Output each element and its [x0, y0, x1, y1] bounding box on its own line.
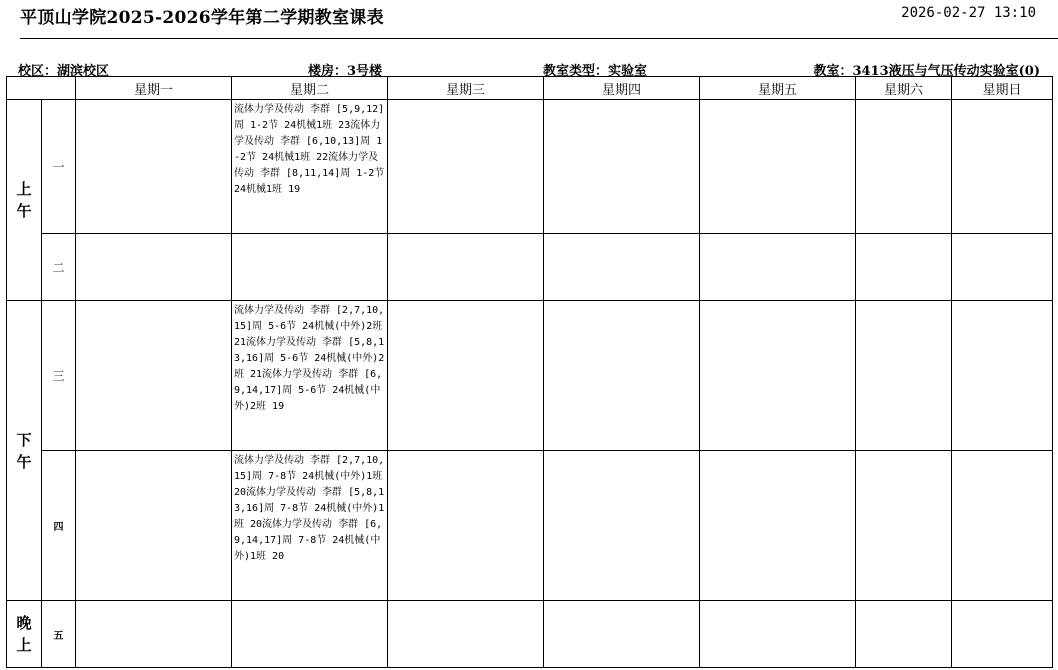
cell-p1-mon [76, 100, 232, 234]
cell-p3-mon [76, 301, 232, 451]
cell-p3-wed [388, 301, 544, 451]
cell-p4-fri [700, 451, 856, 601]
morning-label: 上 午 [7, 100, 42, 301]
timetable [6, 76, 1053, 668]
cell-p4-tue[interactable] [232, 451, 388, 601]
course-entry: 流体力学及传动 李群 [2,7,10,15]周 5-6节 24机械(中外)2班 21流体力学及传动 李群 [5,8,13,16]周 5-6节 24机械(中外)2班 21流体力学及传动 李群 [6,9,14,17]周 5-6节 24机械(中外)2班 19 [234, 305, 385, 412]
header-divider [20, 38, 1058, 39]
day-header-sun: 星期日 [952, 77, 1053, 100]
day-header-fri: 星期五 [700, 77, 856, 100]
cell-p3-sat [856, 301, 952, 451]
period-label-1: 一 [42, 100, 76, 234]
day-header-mon: 星期一 [76, 77, 232, 100]
cell-p2-thu [544, 234, 700, 301]
cell-p1-fri [700, 100, 856, 234]
cell-p1-wed [388, 100, 544, 234]
cell-p5-thu [544, 601, 700, 668]
cell-p4-sat [856, 451, 952, 601]
print-timestamp: 2026-02-27 13:10 [901, 5, 1036, 21]
room-type-info: 教室类型：实验室 [543, 64, 648, 79]
period-label-3: 三 [42, 301, 76, 451]
evening-label: 晚 上 [7, 601, 42, 668]
cell-p3-sun [952, 301, 1053, 451]
course-entry: 流体力学及传动 李群 [2,7,10,15]周 7-8节 24机械(中外)1班 20流体力学及传动 李群 [5,8,13,16]周 7-8节 24机械(中外)1班 20流体力学及传动 李群 [6,9,14,17]周 7-8节 24机械(中外)1班 20 [234, 455, 385, 562]
cell-p5-mon [76, 601, 232, 668]
cell-p5-wed [388, 601, 544, 668]
cell-p2-fri [700, 234, 856, 301]
cell-p5-sun [952, 601, 1053, 668]
cell-p5-fri [700, 601, 856, 668]
period-row-3 [7, 301, 1053, 451]
page-title: 平顶山学院2025-2026学年第二学期教室课表 [20, 8, 384, 28]
cell-p3-fri [700, 301, 856, 451]
campus-info: 校区：湖滨校区 [18, 64, 110, 79]
corner-cell [7, 77, 76, 100]
cell-p1-tue[interactable] [232, 100, 388, 234]
cell-p1-thu [544, 100, 700, 234]
period-label-2: 二 [42, 234, 76, 301]
cell-p4-thu [544, 451, 700, 601]
course-entry: 流体力学及传动 李群 [5,9,12]周 1-2节 24机械1班 23流体力学及传动 李群 [6,10,13]周 1-2节 24机械1班 22流体力学及传动 李群 [8,11,14]周 1-2节 24机械1班 19 [234, 104, 385, 195]
cell-p4-sun [952, 451, 1053, 601]
cell-p4-mon [76, 451, 232, 601]
cell-p5-tue [232, 601, 388, 668]
day-header-thu: 星期四 [544, 77, 700, 100]
period-label-5: 五 [42, 601, 76, 668]
cell-p2-mon [76, 234, 232, 301]
period-row-5 [7, 601, 1053, 668]
cell-p2-sun [952, 234, 1053, 301]
cell-p2-wed [388, 234, 544, 301]
cell-p4-wed [388, 451, 544, 601]
day-header-tue: 星期二 [232, 77, 388, 100]
room-info: 教室：3413液压与气压传动实验室(0) [813, 64, 1040, 79]
building-info: 楼房：3号楼 [308, 64, 383, 79]
cell-p3-tue[interactable] [232, 301, 388, 451]
cell-p1-sun [952, 100, 1053, 234]
cell-p1-sat [856, 100, 952, 234]
cell-p2-sat [856, 234, 952, 301]
cell-p3-thu [544, 301, 700, 451]
afternoon-label: 下 午 [7, 301, 42, 601]
day-header-wed: 星期三 [388, 77, 544, 100]
period-row-4 [7, 451, 1053, 601]
period-label-4: 四 [42, 451, 76, 601]
cell-p2-tue [232, 234, 388, 301]
period-row-2 [7, 234, 1053, 301]
cell-p5-sat [856, 601, 952, 668]
day-header-row [7, 77, 1053, 100]
period-row-1 [7, 100, 1053, 234]
day-header-sat: 星期六 [856, 77, 952, 100]
